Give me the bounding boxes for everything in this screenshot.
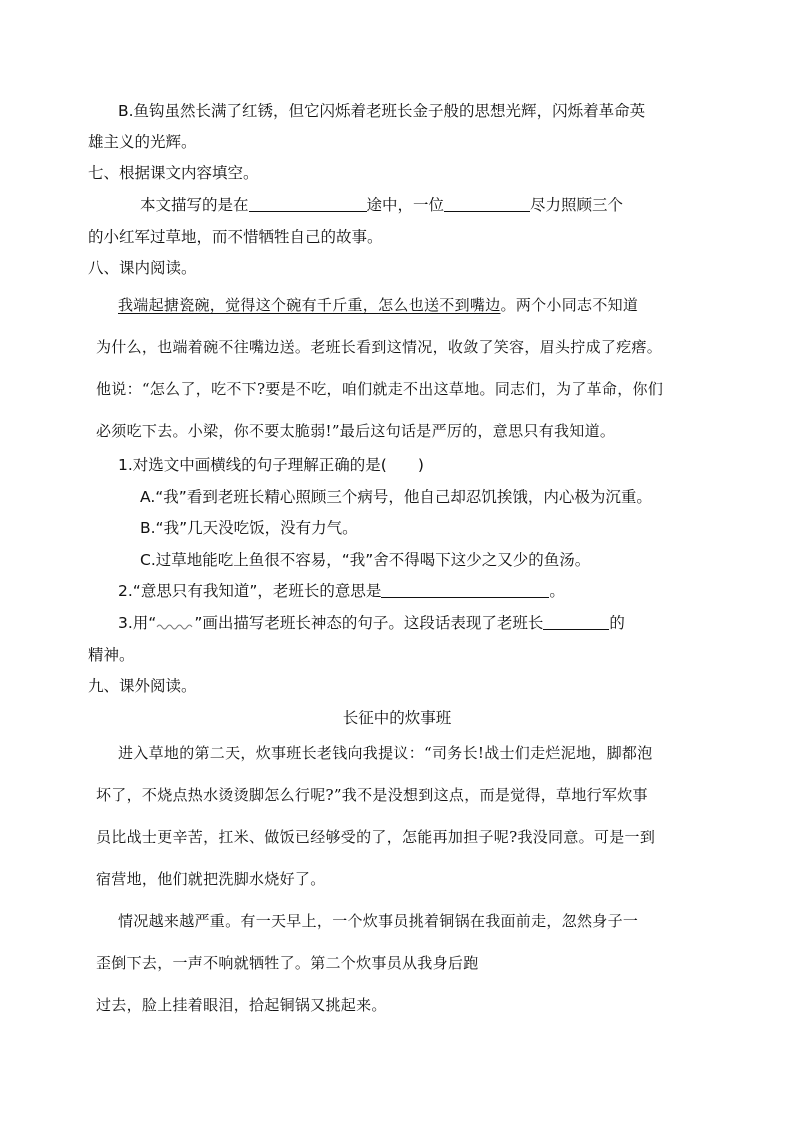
question-2 — [118, 580, 565, 602]
answer-blank[interactable] — [543, 613, 609, 630]
question-2-stem: 2.“意思只有我知道”，老班长的意思是 — [118, 582, 382, 600]
story-p1-line3: 员比战士更辛苦，扛米、做饭已经够受的了，怎能再加担子呢?我没同意。可是一到 — [96, 828, 656, 846]
fill-line-1 — [140, 194, 623, 216]
story-p2-line1: 情况越来越严重。有一天早上，一个炊事员挑着铜锅在我面前走，忽然身子一 — [118, 912, 639, 930]
question-3-stem-c: 的 — [609, 614, 625, 632]
option-b-line2: 雄主义的光辉。 — [88, 133, 197, 151]
answer-blank[interactable] — [444, 195, 530, 212]
section-9-heading: 九、课外阅读。 — [88, 677, 197, 695]
answer-blank[interactable] — [381, 581, 549, 598]
passage-line-2: 为什么，也端着碗不往嘴边送。老班长看到这情况，收敛了笑容，眉头拧成了疙瘩。 — [96, 338, 663, 356]
section-7-heading: 七、根据课文内容填空。 — [88, 164, 259, 182]
answer-blank[interactable] — [249, 195, 367, 212]
story-title: 长征中的炊事班 — [342, 709, 452, 727]
wavy-line-icon — [156, 620, 194, 630]
passage-line-4: 必须吃下去。小梁，你不要太脆弱!”最后这句话是严厉的，意思只有我知道。 — [96, 422, 616, 440]
fill-text-c: 尽力照顾三个 — [530, 196, 624, 214]
passage-text: 。两个小同志不知道 — [500, 296, 639, 314]
question-2-end: 。 — [549, 582, 565, 600]
question-3 — [118, 612, 625, 634]
story-p1-line4: 宿营地，他们就把洗脚水烧好了。 — [96, 870, 326, 888]
question-1-option-a[interactable]: A.“我”看到老班长精心照顾三个病号，他自己却忍饥挨饿，内心极为沉重。 — [140, 488, 652, 506]
question-3-stem-b: ”画出描写老班长神态的句子。这段话表现了老班长 — [194, 614, 544, 632]
passage-line-3: 他说：“怎么了，吃不下?要是不吃，咱们就走不出这草地。同志们，为了革命，你们 — [96, 380, 664, 398]
question-1-stem: 1.对选文中画横线的句子理解正确的是( ) — [118, 456, 424, 474]
section-8-heading: 八、课内阅读。 — [88, 259, 197, 277]
question-1-option-c[interactable]: C.过草地能吃上鱼很不容易，“我”舍不得喝下这少之又少的鱼汤。 — [140, 551, 591, 569]
question-1-option-b[interactable]: B.“我”几天没吃饭，没有力气。 — [140, 519, 358, 537]
option-b-line1: B.鱼钩虽然长满了红锈，但它闪烁着老班长金子般的思想光辉，闪烁着革命英 — [118, 102, 646, 120]
question-3-stem-a: 3.用“ — [118, 614, 157, 632]
story-p2-line3: 过去，脸上挂着眼泪，拾起铜锅又挑起来。 — [96, 996, 387, 1014]
story-p2-line2: 歪倒下去，一声不响就牺牲了。第二个炊事员从我身后跑 — [96, 954, 479, 972]
passage-line-1 — [118, 294, 638, 316]
fill-text-a: 本文描写的是在 — [140, 196, 249, 214]
underlined-sentence: 我端起搪瓷碗，觉得这个碗有千斤重，怎么也送不到嘴边 — [118, 296, 501, 314]
story-p1-line1: 进入草地的第二天，炊事班长老钱向我提议：“司务长!战士们走烂泥地，脚都泡 — [118, 744, 653, 762]
fill-text-b: 途中，一位 — [366, 196, 445, 214]
story-p1-line2: 坏了，不烧点热水烫烫脚怎么行呢?”我不是没想到这点，而是觉得，草地行军炊事 — [96, 786, 648, 804]
fill-line-2: 的小红军过草地，而不惜牺牲自己的故事。 — [88, 228, 383, 246]
question-3-continuation: 精神。 — [88, 646, 135, 664]
